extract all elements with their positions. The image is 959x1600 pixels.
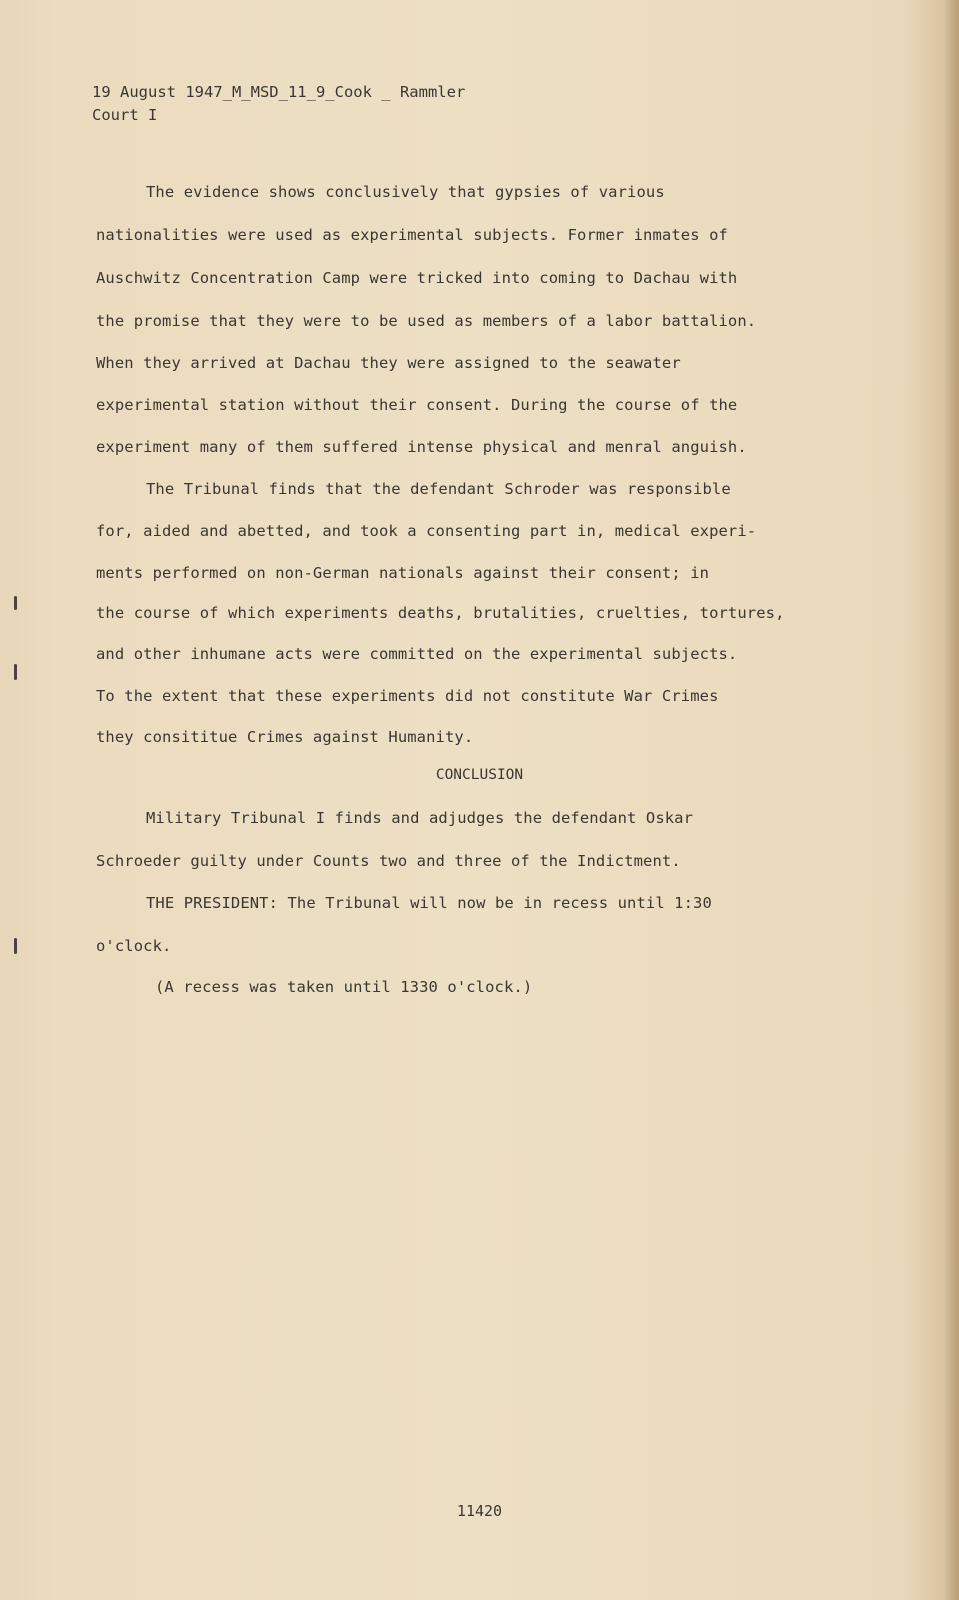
body-line: they consititue Crimes against Humanity.	[96, 728, 474, 746]
margin-mark	[14, 938, 17, 954]
body-line: experiment many of them suffered intense physical and menral anguish.	[96, 438, 747, 456]
recess-note: (A recess was taken until 1330 o'clock.)	[155, 978, 533, 996]
page-edge-shadow	[943, 0, 959, 1600]
conclusion-line: Schroeder guilty under Counts two and three of the Indictment.	[96, 852, 681, 870]
header-date-line: 19 August 1947_M_MSD_11_9_Cook _ Rammler	[92, 83, 466, 101]
body-line: nationalities were used as experimental subjects. Former inmates of	[96, 226, 728, 244]
body-line: The evidence shows conclusively that gypsies of various	[146, 183, 665, 201]
page-number: 11420	[456, 1502, 503, 1520]
conclusion-line: Military Tribunal I finds and adjudges the defendant Oskar	[146, 809, 694, 827]
conclusion-heading: CONCLUSION	[435, 767, 524, 783]
body-line: Auschwitz Concentration Camp were tricked into coming to Dachau with	[96, 269, 738, 287]
body-line: When they arrived at Dachau they were assigned to the seawater	[96, 354, 681, 372]
body-line: ments performed on non-German nationals against their consent; in	[96, 564, 710, 582]
margin-mark	[14, 596, 17, 610]
body-line: experimental station without their consent. During the course of the	[96, 396, 738, 414]
header-court-line: Court I	[92, 106, 158, 124]
body-line: for, aided and abetted, and took a consenting part in, medical experi-	[96, 522, 757, 540]
body-line: and other inhumane acts were committed on the experimental subjects.	[96, 645, 738, 663]
president-statement-end: o'clock.	[96, 937, 172, 955]
body-line: the course of which experiments deaths, brutalities, cruelties, tortures,	[96, 604, 785, 622]
body-line: the promise that they were to be used as members of a labor battalion.	[96, 312, 757, 330]
margin-mark	[14, 664, 17, 680]
body-line: To the extent that these experiments did not constitute War Crimes	[96, 687, 719, 705]
president-statement: THE PRESIDENT: The Tribunal will now be in recess until 1:30	[146, 894, 712, 912]
body-line: The Tribunal finds that the defendant Schroder was responsible	[146, 480, 731, 498]
